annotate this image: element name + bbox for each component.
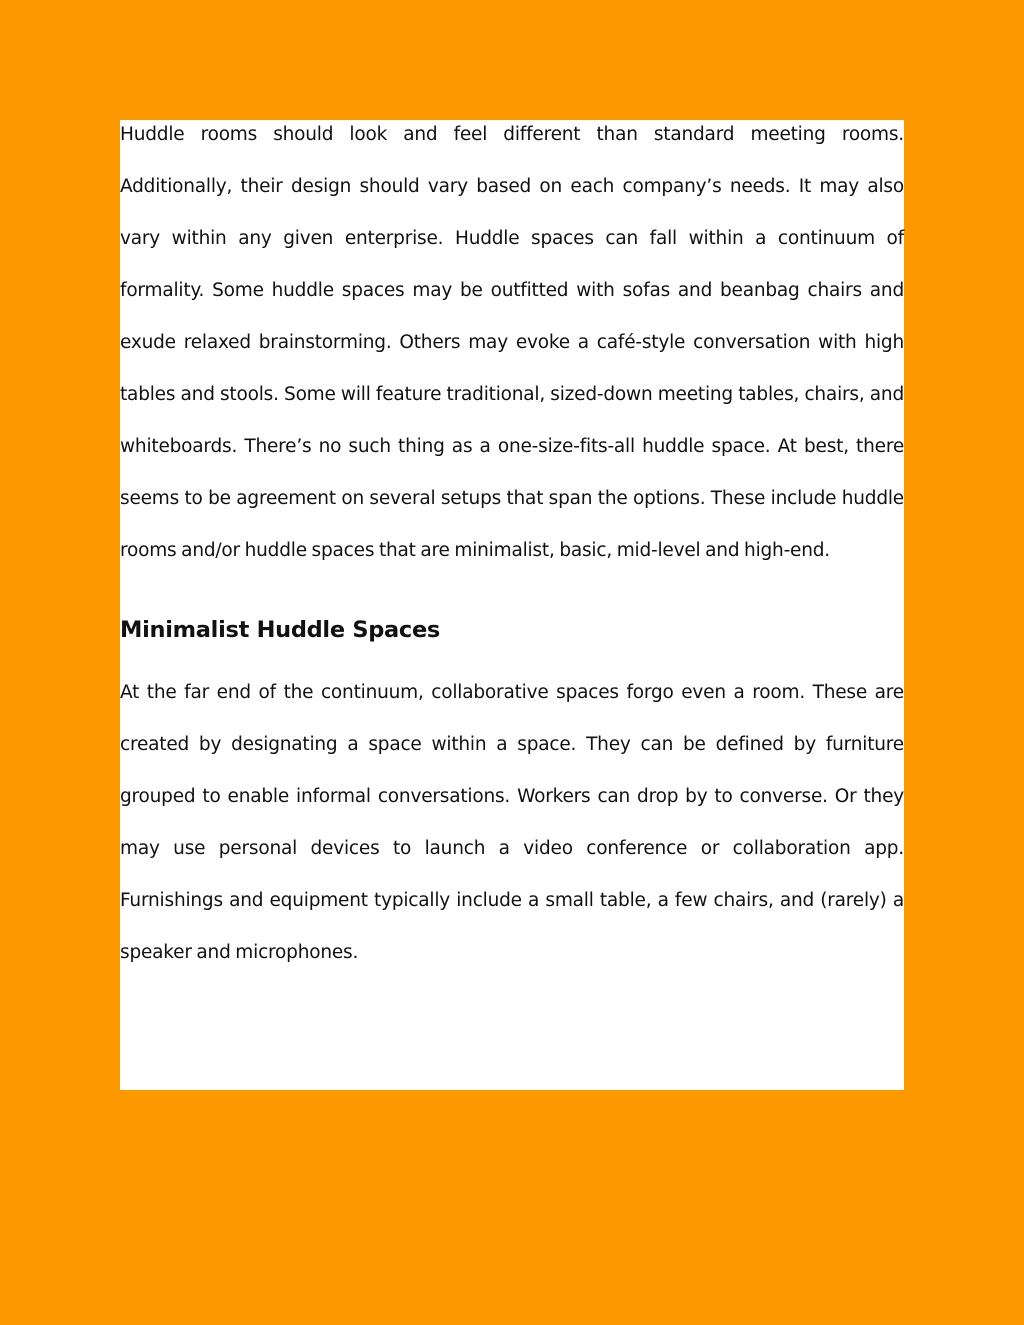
content-panel	[120, 120, 904, 1090]
intro-paragraph: Huddle rooms should look and feel different than standard meeting rooms. Additionally, their design should vary based on each company’s needs. It may also vary within any given enterprise. Huddle spaces can fall within a continuum of formality. Some huddle spaces may be outfitted with sofas and beanbag chairs and exude relaxed brainstorming. Others may evoke a café-style conversation with high tables and stools. Some will feature traditional, sized-down meeting tables, chairs, and whiteboards. There’s no such thing as a one-size-fits-all huddle space. At best, there seems to be agreement on several setups that span the options. These include huddle rooms and/or huddle spaces that are minimalist, basic, mid-level and high-end.	[120, 124, 904, 561]
section-paragraph: At the far end of the continuum, collaborative spaces forgo even a room. These are created by designating a space within a space. They can be defined by furniture grouped to enable informal conversations. Workers can drop by to converse. Or they may use personal devices to launch a video conference or collaboration app. Furnishings and equipment typically include a small table, a few chairs, and (rarely) a speaker and microphones.	[120, 682, 904, 963]
section-heading: Minimalist Huddle Spaces	[120, 617, 441, 643]
